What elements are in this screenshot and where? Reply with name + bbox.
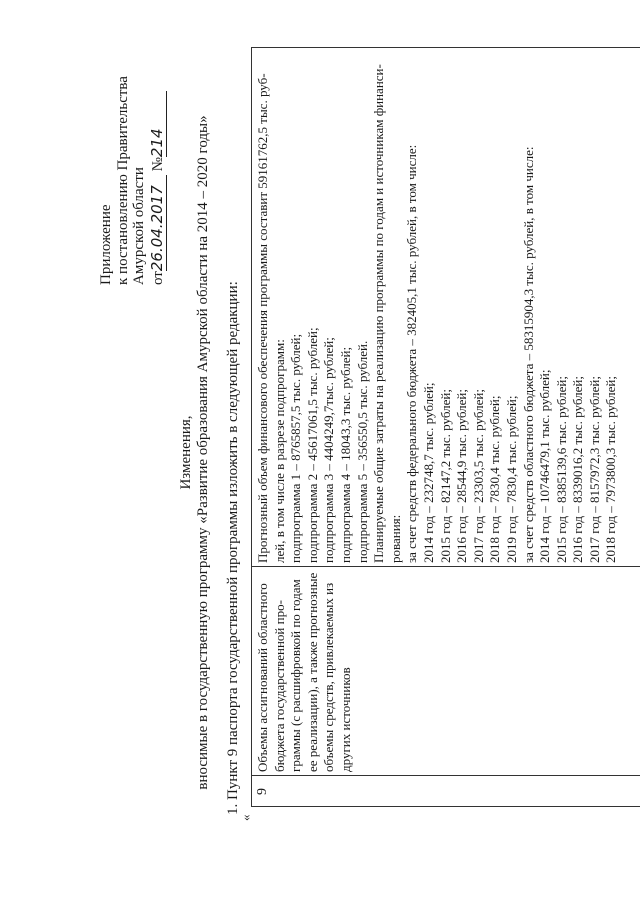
- table-right-border: [251, 47, 640, 48]
- left-line: других источников: [337, 667, 353, 772]
- appendix-date-line: [148, 91, 167, 285]
- right-line: Прогнозный объем финансового обеспечения программы составит 59161762,5 тыс. руб-: [255, 73, 270, 563]
- right-line: за счет средств областного бюджета – 58315904,3 тыс. рублей, в том числе:: [520, 146, 536, 563]
- heading-line-2: вносимые в государственную программу «Развитие образования Амурской области на 2014 – 2020 годы»: [195, 115, 211, 790]
- right-line: подпрограмма 1 – 8765857,5 тыс. рублей;: [288, 333, 304, 563]
- appendix-line-1: к постановлению Правительства: [115, 76, 131, 285]
- right-line: подпрограмма 2 – 45617061,5 тыс. рублей;: [304, 327, 320, 563]
- right-line: 2014 год – 232748,7 тыс. рублей;: [420, 382, 436, 563]
- appendix-title: Приложение: [98, 204, 114, 285]
- number-prefix: №: [150, 157, 166, 172]
- right-line: 2016 год – 28544,9 тыс. рублей;: [454, 389, 470, 563]
- right-line: 2019 год – 7830,4 тыс. рублей;: [503, 395, 519, 563]
- left-line: Объемы ассигнований областного: [255, 583, 270, 772]
- right-line: 2017 год – 23303,5 тыс. рублей;: [470, 389, 486, 563]
- quote-mark: «: [238, 814, 253, 821]
- left-line: бюджета государственной про-: [271, 600, 287, 772]
- appendix-line-2: Амурской области: [131, 167, 147, 285]
- right-line: рования:: [387, 514, 403, 563]
- right-line: 2018 год – 7973800,3 тыс. рублей;: [603, 376, 619, 563]
- table-top-border: [251, 47, 252, 807]
- right-line: подпрограмма 5 – 356550,5 тыс. рублей.: [354, 340, 370, 563]
- intro-text: 1. Пункт 9 паспорта государственной программы изложить в следующей редакции:: [225, 281, 241, 815]
- date-prefix: от: [150, 271, 166, 285]
- left-line: объемы средств, привлекаемых из: [321, 582, 337, 772]
- right-line: 2015 год – 8385139,6 тыс. рублей;: [553, 376, 569, 563]
- right-line: Планируемые общие затраты на реализацию программы по годам и источникам финанси-: [371, 64, 387, 563]
- left-line: ее реализации), а также прогнозные: [304, 572, 320, 772]
- number-value: 214: [148, 91, 167, 157]
- right-line: 2015 год – 82147,2 тыс. рублей;: [437, 389, 453, 563]
- left-cell: [255, 573, 355, 772]
- table-col-divider-1: [251, 775, 640, 776]
- date-value: 26.04.2017: [148, 175, 167, 271]
- heading-line-1: Изменения,: [178, 415, 194, 490]
- right-line: подпрограмма 3 – 4404249,7тыс. рублей;: [321, 337, 337, 563]
- right-line: 2016 год – 8339016,2 тыс. рублей;: [570, 376, 586, 563]
- right-line: 2017 год – 8157972,3 тыс. рублей;: [586, 376, 602, 563]
- right-line: за счет средств федерального бюджета – 382405,1 тыс. рублей, в том числе:: [404, 144, 420, 563]
- row-number: 9: [255, 788, 270, 795]
- left-line: граммы (с расшифровкой по годам: [288, 579, 304, 772]
- right-line: 2014 год – 10746479,1 тыс. рублей;: [537, 369, 553, 563]
- right-cell: [255, 64, 620, 563]
- table-left-border: [251, 806, 640, 807]
- right-line: лей, в том числе в разрезе подпрограмм:: [271, 339, 287, 563]
- right-line: 2018 год – 7830,4 тыс. рублей;: [487, 395, 503, 563]
- table-col-divider-2: [251, 566, 640, 567]
- right-line: подпрограмма 4 – 18043,3 тыс. рублей;: [337, 346, 353, 563]
